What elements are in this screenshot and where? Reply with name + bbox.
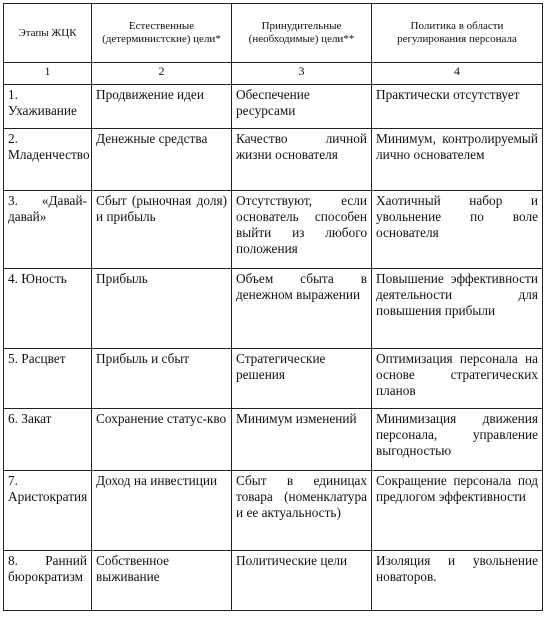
policy-cell: Оптимизация персонала на основе стратегических планов (372, 349, 543, 409)
table-row (4, 551, 543, 611)
column-number: 2 (92, 63, 232, 85)
natural-goal-cell: Доход на инвестиции (92, 471, 232, 551)
natural-goal-cell: Сбыт (рыночная доля) и прибыль (92, 191, 232, 269)
natural-goal-cell: Продвижение идеи (92, 85, 232, 129)
table-row (4, 269, 543, 349)
column-number: 1 (4, 63, 92, 85)
stage-cell: 1. Ухаживание (4, 85, 92, 129)
stage-cell: 8. Ранний бюрократизм (4, 551, 92, 611)
stage-cell: 3. «Давай-давай» (4, 191, 92, 269)
header-personnel-policy: Политика в области регулирования персонала (372, 4, 543, 63)
header-forced-goals: Принудительные (необходимые) цели** (232, 4, 372, 63)
column-number: 4 (372, 63, 543, 85)
table-row (4, 85, 543, 129)
forced-goal-cell: Объем сбыта в денежном выражении (232, 269, 372, 349)
forced-goal-cell: Отсутствуют, если основатель способен выйти из любого положения (232, 191, 372, 269)
policy-cell: Изоляция и увольнение новаторов. (372, 551, 543, 611)
stage-cell: 2. Младенчество (4, 129, 92, 191)
forced-goal-cell: Качество личной жизни основателя (232, 129, 372, 191)
stage-cell: 7. Аристократия (4, 471, 92, 551)
table-row (4, 129, 543, 191)
policy-cell: Минимизация движения персонала, управление выгодностью (372, 409, 543, 471)
table-row (4, 349, 543, 409)
natural-goal-cell: Сохранение статус-кво (92, 409, 232, 471)
policy-cell: Хаотичный набор и увольнение по воле основателя (372, 191, 543, 269)
column-number-row (4, 63, 543, 85)
header-stages: Этапы ЖЦК (4, 4, 92, 63)
policy-cell: Повышение эффективности деятельности для повышения прибыли (372, 269, 543, 349)
stage-cell: 6. Закат (4, 409, 92, 471)
lifecycle-table (3, 3, 543, 611)
forced-goal-cell: Обеспечение ресурсами (232, 85, 372, 129)
natural-goal-cell: Денежные средства (92, 129, 232, 191)
forced-goal-cell: Сбыт в единицах товара (номенклатура и ее актуальность) (232, 471, 372, 551)
natural-goal-cell: Собственное выживание (92, 551, 232, 611)
column-number: 3 (232, 63, 372, 85)
policy-cell: Практически отсутствует (372, 85, 543, 129)
policy-cell: Сокращение персонала под предлогом эффективности (372, 471, 543, 551)
forced-goal-cell: Политические цели (232, 551, 372, 611)
forced-goal-cell: Минимум изменений (232, 409, 372, 471)
policy-cell: Минимум, контролируемый лично основателем (372, 129, 543, 191)
stage-cell: 5. Расцвет (4, 349, 92, 409)
natural-goal-cell: Прибыль и сбыт (92, 349, 232, 409)
table-row (4, 471, 543, 551)
header-natural-goals: Естественные (детерминистские) цели* (92, 4, 232, 63)
forced-goal-cell: Стратегические решения (232, 349, 372, 409)
table-row (4, 191, 543, 269)
stage-cell: 4. Юность (4, 269, 92, 349)
header-row (4, 4, 543, 63)
natural-goal-cell: Прибыль (92, 269, 232, 349)
table-row (4, 409, 543, 471)
